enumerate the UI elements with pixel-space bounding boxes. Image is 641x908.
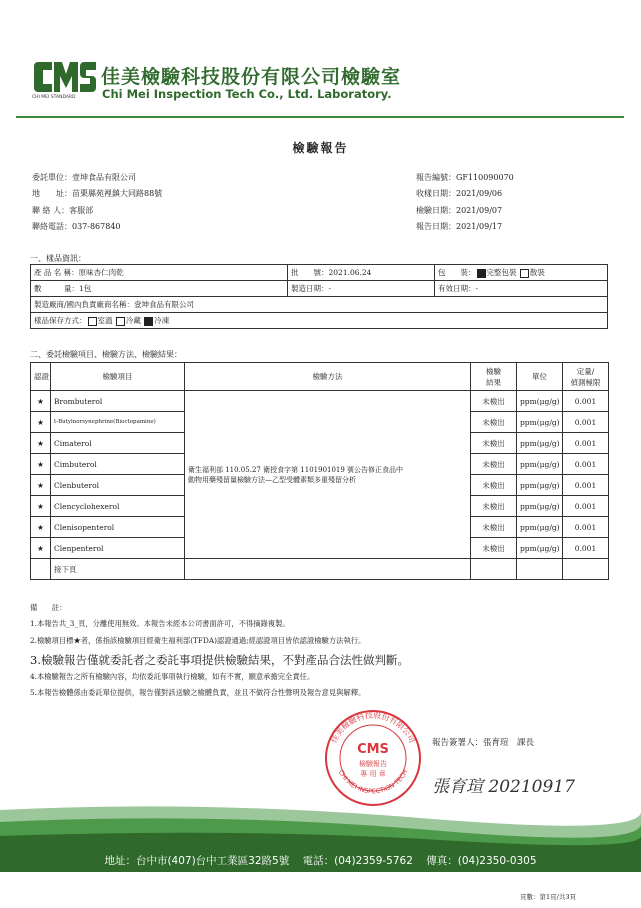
notes-heading: 備 註： [30,603,67,612]
package-cell: 包 裝： 完整包裝 散裝 [435,265,608,281]
header-divider [16,116,624,118]
test-item: Clenpenterol [51,538,185,559]
test-item: Cimaterol [51,433,185,454]
page-title: 檢驗報告 [292,141,349,155]
test-item: Clenbuterol [51,475,185,496]
quantity-cell: 數 量：1包 [31,281,288,297]
exp-date-cell: 有效日期：- [435,281,608,297]
continued-note: 接下頁 [51,559,185,580]
test-lod: 0.001 [563,517,609,538]
cert-star: ★ [31,496,51,517]
test-unit: ppm(μg/g) [517,538,563,559]
test-result: 未檢出 [471,391,517,412]
test-lod: 0.001 [563,412,609,433]
test-item: Clencyclohexerol [51,496,185,517]
test-result: 未檢出 [471,538,517,559]
stamp-line1: 檢驗報告 [359,760,387,768]
test-unit: ppm(μg/g) [517,391,563,412]
col-result: 檢驗 結果 [471,363,517,391]
test-method: 衛生福利部 110.05.27 衛授食字第 1101901019 號公告修正食品中 動物用藥殘留量檢驗方法—乙型受體素類多重殘留分析 [185,391,471,559]
report-date: 報告日期：2021/09/17 [416,222,503,231]
official-stamp [318,708,428,808]
package-complete-checkbox [477,269,486,278]
client-address: 地 址：苗栗縣苑裡鎮大同路88號 [32,189,163,198]
test-result: 未檢出 [471,475,517,496]
note-3: 3.檢驗報告僅就委託者之委託事項提供檢驗結果，不對產品合法性做判斷。 [30,653,409,667]
product-name: 原味杏仁肉乾 [78,268,124,277]
test-result: 未檢出 [471,412,517,433]
storage-cell: 樣品保存方式： 室溫 冷藏 冷凍 [31,313,608,329]
handwritten-signature: 張育瑄 20210917 [432,777,575,797]
test-unit: ppm(μg/g) [517,496,563,517]
test-lod: 0.001 [563,454,609,475]
cert-star: ★ [31,412,51,433]
test-item: Clenisopenterol [51,517,185,538]
test-result: 未檢出 [471,454,517,475]
client-contact: 聯 絡 人：客服部 [32,206,94,215]
footer-address: 地址：台中市(407)台中工業區32路5號 [104,855,290,867]
test-lod: 0.001 [563,391,609,412]
stamp-logo: CMS [357,742,389,757]
stamp-ring-en: CHI MEI INSPECTION TECH [336,768,410,796]
test-item: Brombuterol [51,391,185,412]
footer-phone: 電話：(04)2359-5762 [302,855,413,867]
product-name-cell: 產 品 名 稱：原味杏仁肉乾 [31,265,288,281]
company-name-en: Chi Mei Inspection Tech Co., Ltd. Laboratory. [102,87,392,101]
cert-star: ★ [31,454,51,475]
cert-star: ★ [31,475,51,496]
stamp-line2: 專 用 章 [360,770,386,778]
received-date: 收樣日期：2021/09/06 [416,189,503,198]
test-date: 檢驗日期：2021/09/07 [416,206,503,215]
note-4: 4.本檢驗報告之所有檢驗內容，均依委託事項執行檢驗，如有不實，願意承擔完全責任。 [30,672,315,681]
test-unit: ppm(μg/g) [517,433,563,454]
test-result: 未檢出 [471,496,517,517]
cert-star: ★ [31,391,51,412]
footer-contact [0,853,641,868]
package-bulk-checkbox [520,269,529,278]
page-number: 頁數：第1頁/共3頁 [520,893,576,901]
test-lod: 0.001 [563,538,609,559]
manufacturer-cell: 製造廠商/國內負責廠商名稱：壹坤食品有限公司 [31,297,608,313]
col-lod: 定量/ 偵測極限 [563,363,609,391]
batch-cell: 批 號：2021.06.24 [288,265,435,281]
test-unit: ppm(μg/g) [517,454,563,475]
note-1: 1.本報告共_3_頁，分離使用無效。本報告未經本公司書面許可，不得摘錄複製。 [30,619,290,628]
test-item: Cimbuterol [51,454,185,475]
company-name-cn: 佳美檢驗科技股份有限公司檢驗室 [101,66,402,88]
sample-heading: 一、樣品資訊： [30,254,86,263]
test-lod: 0.001 [563,496,609,517]
test-result: 未檢出 [471,433,517,454]
col-cert: 認證 [31,363,51,391]
note-2: 2.檢驗項目標★者，係指該檢驗項目經衛生福利部(TFDA)認證通過;經認證項目皆依認證檢驗方法執行。 [30,636,366,645]
storage-frozen-checkbox [144,317,153,326]
test-item: t-Butylnorsynephrine(Bioctopamine) [51,412,185,433]
logo-subtitle: CHI MEI STANDARD [32,95,76,100]
col-method: 檢驗方法 [185,363,471,391]
report-number: 報告編號：GF110090070 [416,173,514,182]
cert-star: ★ [31,433,51,454]
test-unit: ppm(μg/g) [517,517,563,538]
storage-fridge-checkbox [116,317,125,326]
test-unit: ppm(μg/g) [517,412,563,433]
results-heading: 二、委託檢驗項目、檢驗方法、檢驗結果： [30,350,182,359]
client-name: 委託單位：壹坤食品有限公司 [32,173,136,182]
company-logo-icon [32,58,98,98]
test-lod: 0.001 [563,475,609,496]
svg-text:佳美檢驗科技股份有限公司 [328,710,416,745]
cert-star: ★ [31,538,51,559]
table-row [31,391,609,412]
footer-fax: 傳真：(04)2350-0305 [426,855,537,867]
note-5: 5.本報告檢體係由委託單位提供，報告僅對該送驗之檢體負責，並且不做符合性聲明及報告意見與解釋。 [30,688,366,697]
stamp-ring-text: 佳美檢驗科技股份有限公司 [329,710,417,745]
test-unit: ppm(μg/g) [517,475,563,496]
storage-room-checkbox [88,317,97,326]
client-phone: 聯絡電話：037-867840 [32,222,121,231]
cert-star: ★ [31,517,51,538]
results-table [30,362,609,580]
mfg-date-cell: 製造日期：- [288,281,435,297]
test-result: 未檢出 [471,517,517,538]
col-item: 檢驗項目 [51,363,185,391]
test-lod: 0.001 [563,433,609,454]
report-signer: 報告簽署人：張育瑄 課長 [432,738,535,748]
sample-table [30,264,608,329]
col-unit: 單位 [517,363,563,391]
